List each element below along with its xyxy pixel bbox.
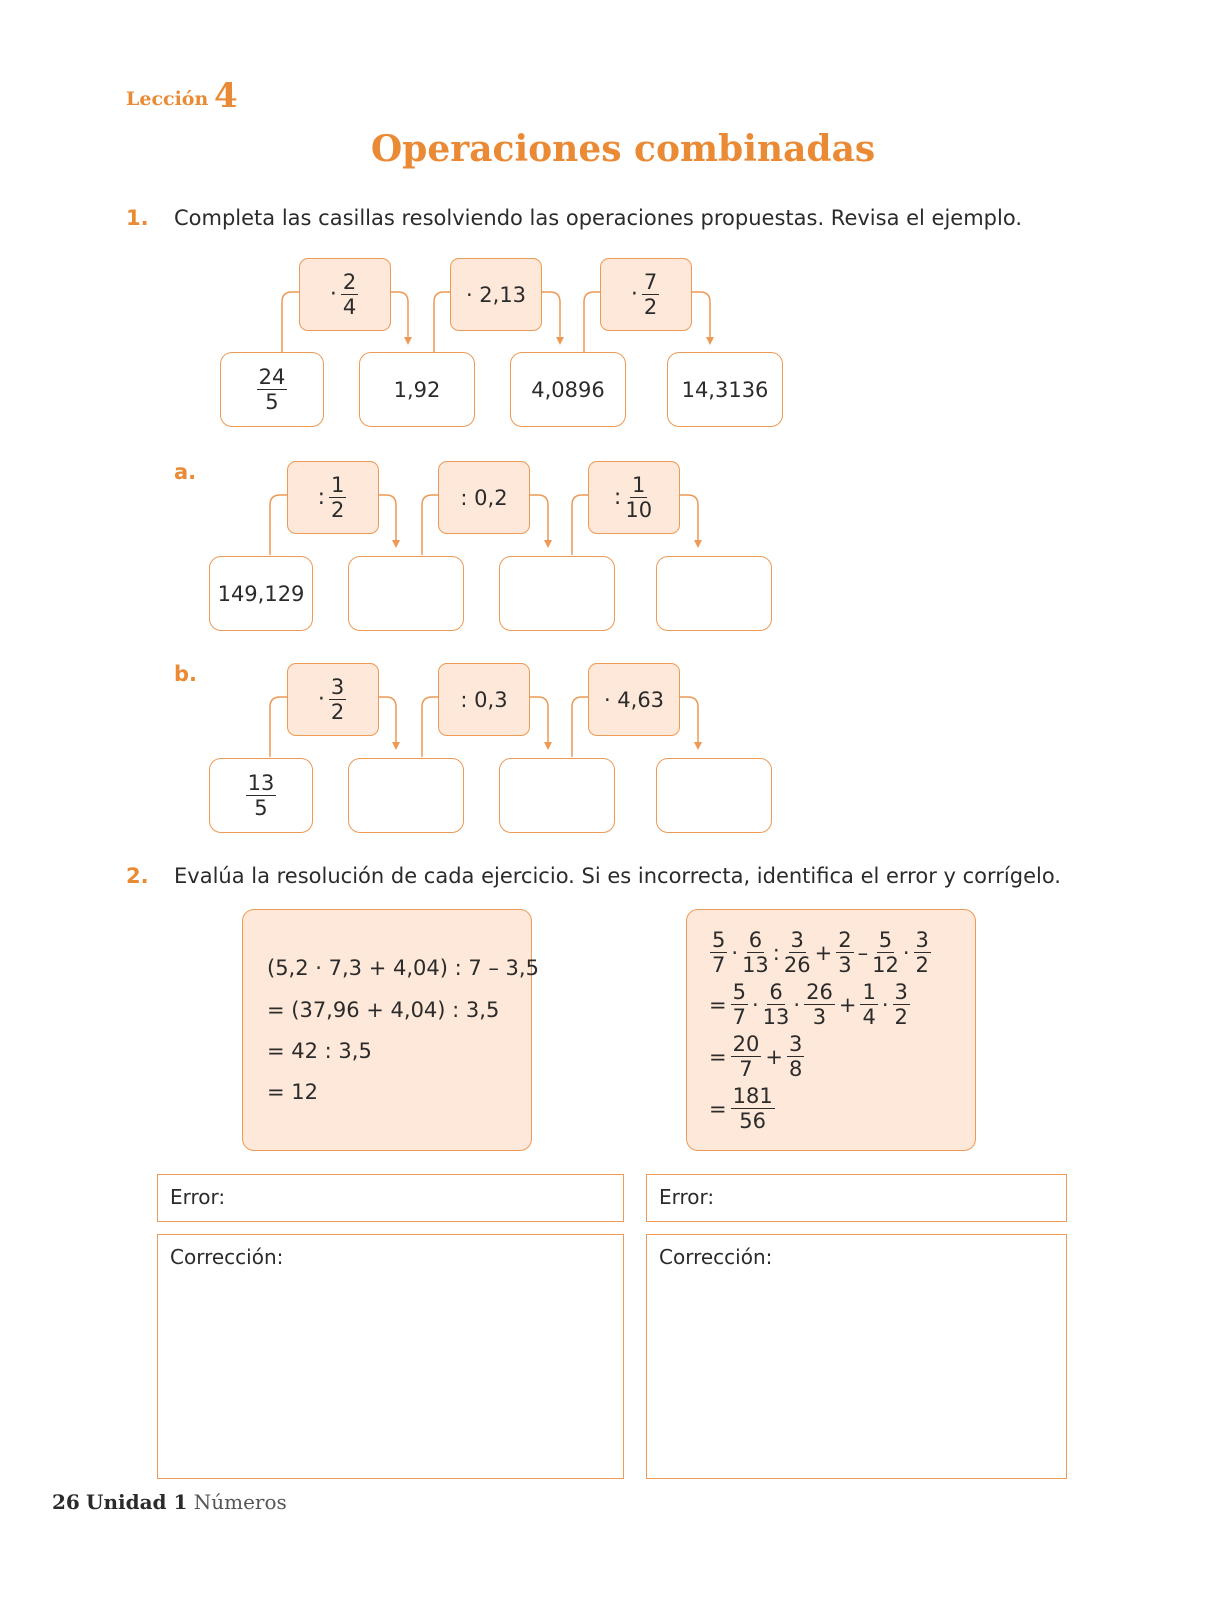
denominator: 5 — [254, 795, 268, 820]
numerator: 181 — [732, 1084, 773, 1108]
numerator: 3 — [894, 980, 908, 1004]
example-start-fraction — [257, 364, 288, 414]
a-operator-3 — [588, 461, 680, 534]
example-start-box — [220, 352, 324, 427]
example-op1-fraction — [341, 269, 358, 319]
fraction — [787, 1034, 804, 1080]
equals-sign: = — [709, 1097, 727, 1121]
denominator: 7 — [739, 1057, 753, 1081]
right-solution-line-1 — [709, 930, 932, 976]
example-operator-3 — [600, 258, 692, 331]
page-number: 26 — [52, 1490, 80, 1514]
footer-unit — [86, 1490, 287, 1514]
question-1-instruction: Completa las casillas resolviendo las operaciones propuestas. Revisa el ejemplo. — [174, 206, 1022, 230]
question-1-number: 1. — [126, 206, 149, 230]
item-b-label: b. — [174, 662, 198, 686]
a-answer-box-1[interactable] — [348, 556, 464, 631]
item-a-label: a. — [174, 460, 197, 484]
left-solution-line-3: = 42 : 3,5 — [267, 1039, 372, 1063]
numerator: 3 — [790, 928, 804, 952]
denominator: 3 — [838, 953, 852, 977]
numerator: 6 — [748, 928, 763, 952]
equals-sign: = — [709, 993, 727, 1017]
operator: + — [838, 993, 857, 1017]
b-answer-box-2[interactable] — [499, 758, 615, 833]
a-op3-symbol: : — [613, 485, 622, 510]
denominator: 13 — [762, 1005, 790, 1029]
fraction — [731, 1086, 775, 1132]
numerator: 3 — [788, 1032, 803, 1056]
fraction — [784, 930, 811, 976]
fraction — [872, 930, 899, 976]
right-error-label: Error: — [659, 1185, 715, 1209]
operator: + — [765, 1045, 783, 1069]
numerator: 6 — [769, 980, 783, 1004]
fraction — [763, 982, 790, 1028]
operator: – — [857, 941, 869, 965]
page-title-text: Operaciones combinadas — [370, 128, 876, 170]
unit-name: Unidad 1 — [86, 1490, 188, 1514]
numerator: 7 — [643, 269, 658, 294]
a-op1-symbol: : — [317, 485, 326, 510]
left-error-label: Error: — [170, 1185, 226, 1209]
denominator: 13 — [742, 953, 769, 977]
operator: · — [751, 993, 759, 1017]
b-answer-box-3[interactable] — [656, 758, 772, 833]
operator: · — [881, 993, 889, 1017]
a-answer-box-2[interactable] — [499, 556, 615, 631]
example-op1-symbol: · — [329, 282, 337, 307]
example-operator-1 — [299, 258, 391, 331]
denominator: 2 — [331, 497, 345, 522]
numerator: 2 — [342, 269, 357, 294]
right-solution-line-2 — [709, 982, 911, 1028]
a-answer-box-3[interactable] — [656, 556, 772, 631]
right-error-field[interactable] — [646, 1174, 1067, 1222]
operator: · — [902, 941, 910, 965]
right-solution-box — [686, 909, 976, 1151]
numerator: 26 — [806, 980, 833, 1004]
right-correction-label: Corrección: — [659, 1245, 773, 1269]
example-result-2: 4,0896 — [510, 352, 626, 427]
numerator: 13 — [247, 770, 275, 795]
operator: · — [793, 993, 801, 1017]
right-solution-line-3 — [709, 1034, 805, 1080]
left-correction-label: Corrección: — [170, 1245, 284, 1269]
section-name: Números — [193, 1490, 287, 1514]
denominator: 2 — [643, 294, 658, 319]
denominator: 2 — [894, 1005, 908, 1029]
left-solution-line-1: (5,2 · 7,3 + 4,04) : 7 – 3,5 — [267, 956, 539, 980]
lesson-label: Lección — [126, 88, 209, 110]
numerator: 5 — [732, 980, 746, 1004]
example-result-3: 14,3136 — [667, 352, 783, 427]
left-solution-line-2: = (37,96 + 4,04) : 3,5 — [267, 998, 500, 1022]
left-correction-field[interactable] — [157, 1234, 624, 1479]
denominator: 26 — [783, 953, 811, 977]
numerator: 3 — [330, 674, 345, 699]
denominator: 3 — [812, 1005, 827, 1029]
b-op1-fraction — [329, 674, 346, 724]
fraction — [836, 930, 853, 976]
operator: : — [772, 941, 780, 965]
numerator: 2 — [838, 928, 852, 952]
numerator: 1 — [632, 472, 646, 497]
b-operator-3: · 4,63 — [588, 663, 680, 736]
right-correction-field[interactable] — [646, 1234, 1067, 1479]
fraction — [731, 982, 748, 1028]
numerator: 1 — [331, 472, 345, 497]
a-operator-1 — [287, 461, 379, 534]
example-op3-symbol: · — [630, 282, 638, 307]
denominator: 10 — [625, 497, 653, 522]
numerator: 20 — [732, 1032, 760, 1056]
fraction — [893, 982, 910, 1028]
a-operator-2: : 0,2 — [438, 461, 530, 534]
denominator: 7 — [732, 1005, 746, 1029]
denominator: 4 — [862, 1005, 876, 1029]
denominator: 7 — [712, 953, 726, 977]
equals-sign: = — [709, 1045, 727, 1069]
denominator: 12 — [872, 953, 899, 977]
b-start-fraction — [246, 770, 277, 820]
a-start-box: 149,129 — [209, 556, 313, 631]
b-answer-box-1[interactable] — [348, 758, 464, 833]
numerator: 3 — [915, 928, 929, 952]
example-operator-2: · 2,13 — [450, 258, 542, 331]
denominator: 5 — [265, 389, 279, 414]
left-solution-line-4: = 12 — [267, 1080, 318, 1104]
denominator: 2 — [330, 699, 345, 724]
right-solution-line-4 — [709, 1086, 776, 1132]
example-op3-fraction — [642, 269, 659, 319]
numerator: 24 — [258, 364, 286, 389]
b-operator-1 — [287, 663, 379, 736]
a-op1-fraction — [329, 472, 346, 522]
denominator: 56 — [739, 1109, 767, 1133]
numerator: 5 — [878, 928, 893, 952]
b-op1-symbol: · — [317, 687, 325, 712]
numerator: 5 — [712, 928, 726, 952]
question-2-number: 2. — [126, 864, 149, 888]
fraction — [914, 930, 931, 976]
denominator: 4 — [342, 294, 357, 319]
fraction — [731, 1034, 762, 1080]
numerator: 1 — [862, 980, 876, 1004]
operator: · — [731, 941, 739, 965]
left-error-field[interactable] — [157, 1174, 624, 1222]
fraction — [860, 982, 877, 1028]
b-operator-2: : 0,3 — [438, 663, 530, 736]
fraction — [710, 930, 727, 976]
operator: + — [814, 941, 833, 965]
question-2-instruction: Evalúa la resolución de cada ejercicio. Si es incorrecta, identifica el error y corrígelo. — [174, 864, 1061, 888]
denominator: 2 — [915, 953, 929, 977]
a-op3-fraction — [625, 472, 653, 522]
lesson-number: 4 — [214, 76, 238, 116]
fraction — [742, 930, 769, 976]
fraction — [804, 982, 835, 1028]
left-solution-box — [242, 909, 539, 1151]
denominator: 8 — [788, 1057, 803, 1081]
example-result-1: 1,92 — [359, 352, 475, 427]
b-start-box — [209, 758, 313, 833]
